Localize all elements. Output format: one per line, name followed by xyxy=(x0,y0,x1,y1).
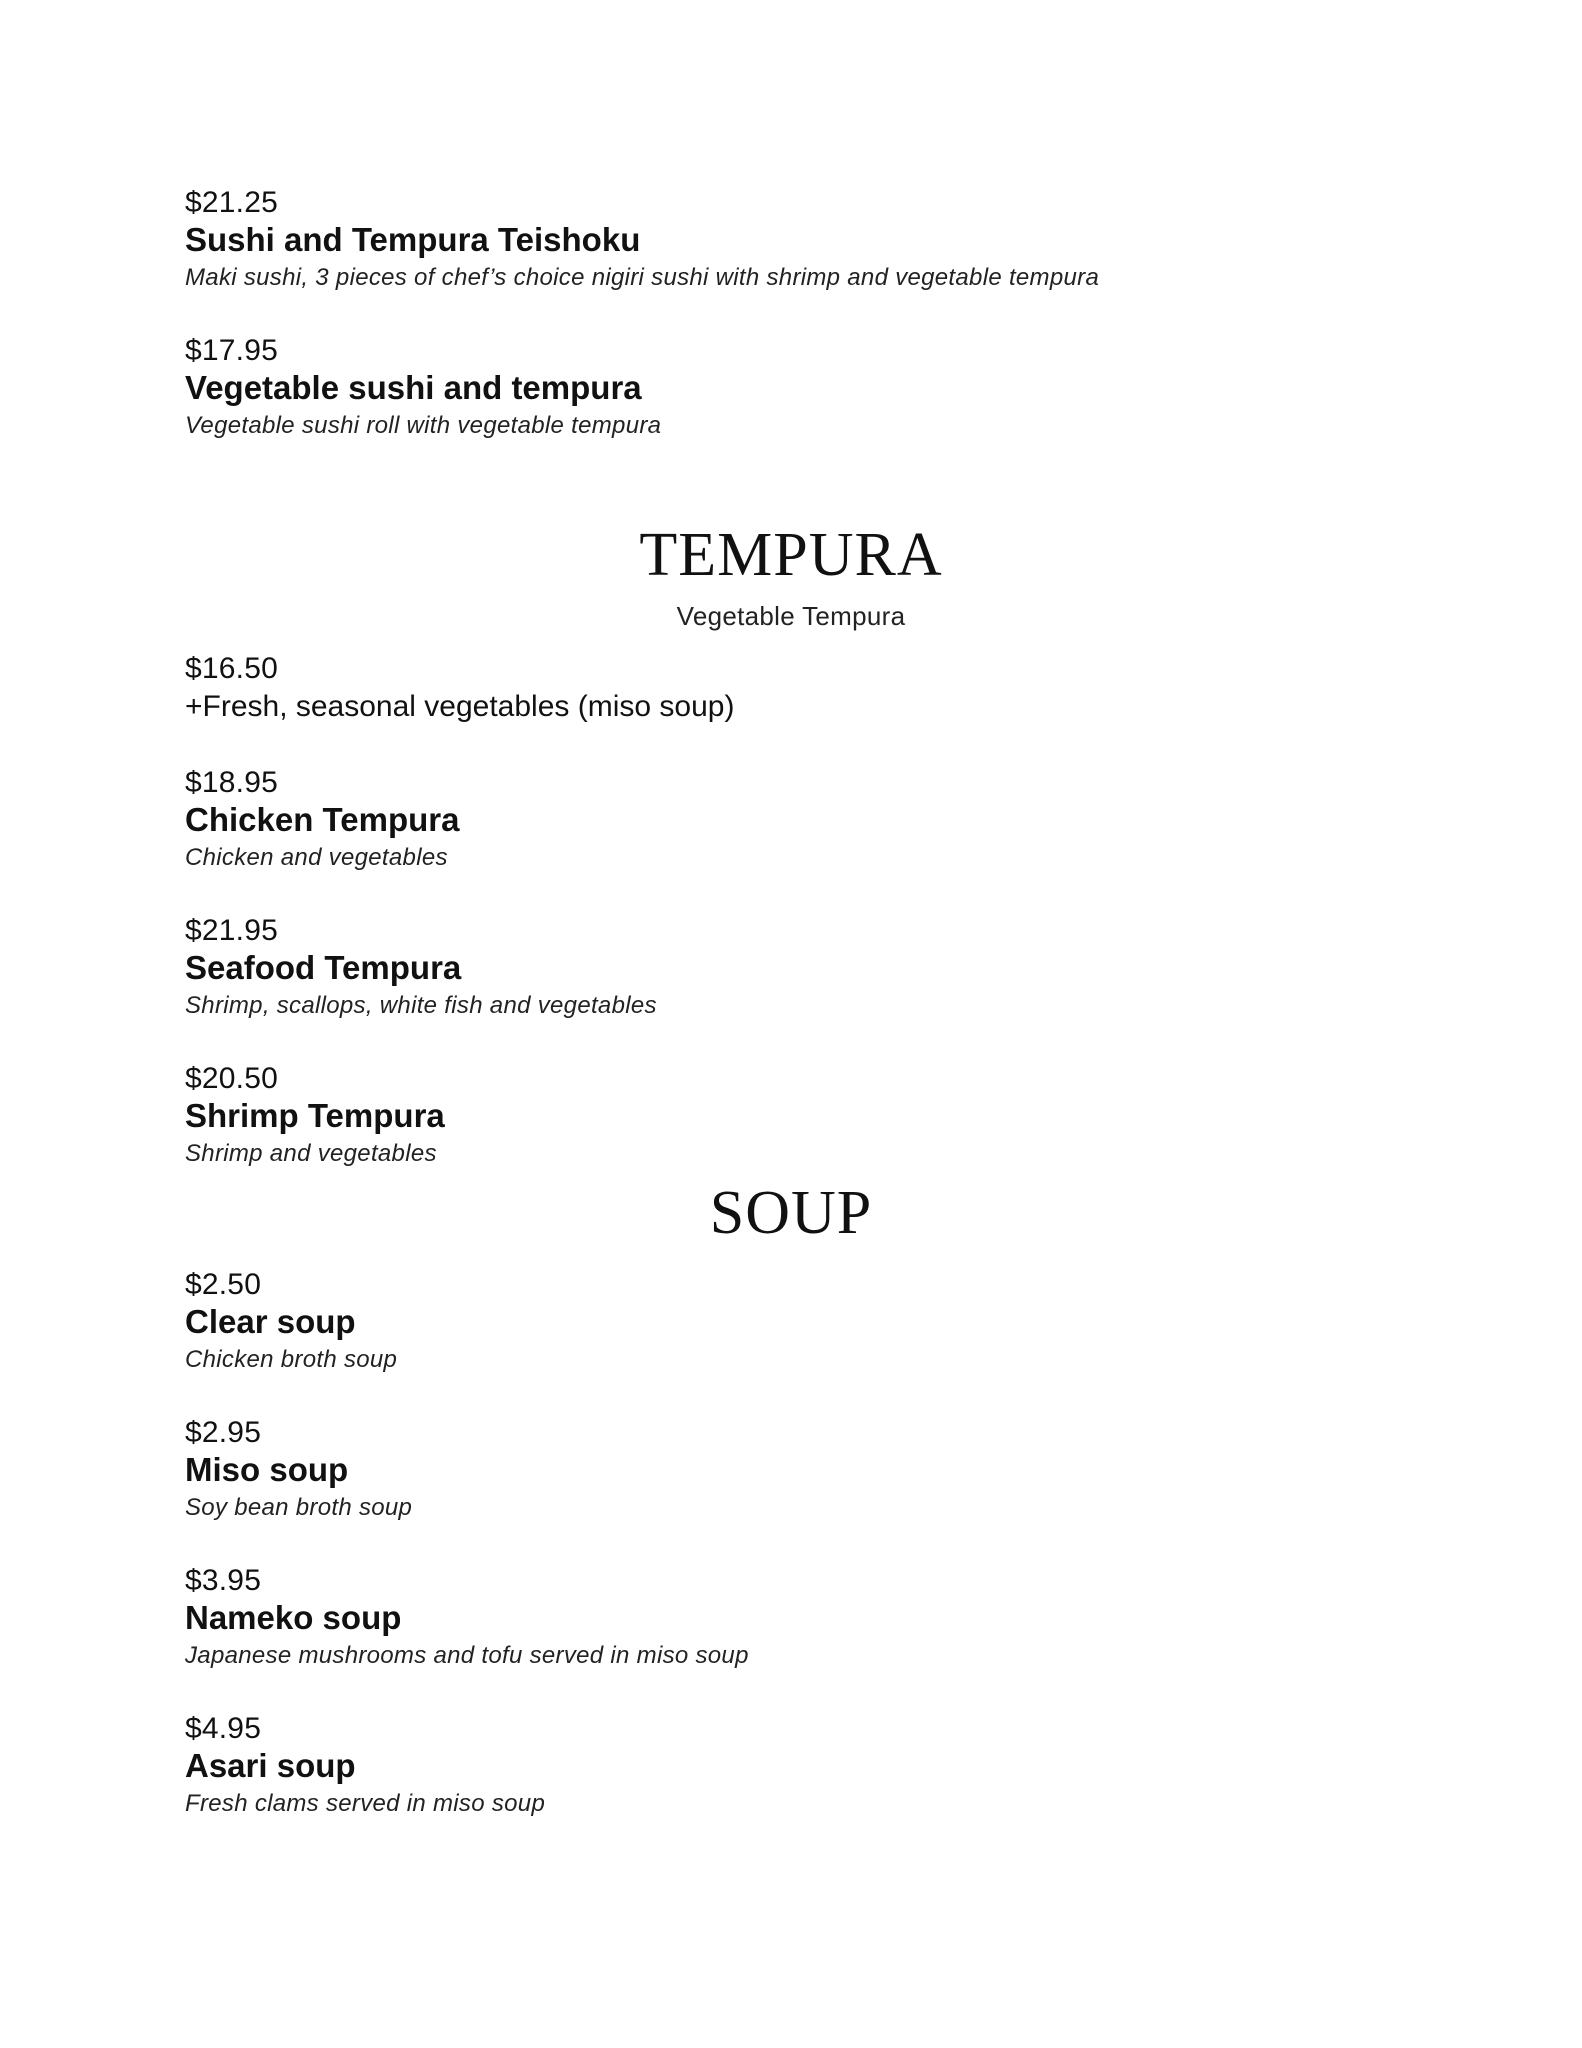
menu-item-vegetable-tempura xyxy=(185,652,1435,728)
item-description: Shrimp and vegetables xyxy=(185,1140,437,1167)
item-name: Sushi and Tempura Teishoku xyxy=(185,221,641,258)
item-price: $16.50 xyxy=(185,652,278,685)
item-text: +Fresh, seasonal vegetables (miso soup) xyxy=(185,690,735,723)
item-description: Soy bean broth soup xyxy=(185,1494,413,1521)
item-price: $2.50 xyxy=(185,1268,262,1301)
item-price: $3.95 xyxy=(185,1564,262,1597)
item-price: $21.25 xyxy=(185,186,278,219)
item-name: Clear soup xyxy=(185,1303,356,1340)
menu-item-clear-soup xyxy=(185,1268,1435,1378)
menu-item-miso-soup xyxy=(185,1416,1435,1526)
item-price: $21.95 xyxy=(185,914,278,947)
menu-item-seafood-tempura xyxy=(185,914,1435,1024)
item-name: Seafood Tempura xyxy=(185,949,462,986)
item-name: Vegetable sushi and tempura xyxy=(185,369,642,406)
item-description: Fresh clams served in miso soup xyxy=(185,1790,546,1817)
item-name: Nameko soup xyxy=(185,1599,402,1636)
menu-item-asari-soup xyxy=(185,1712,1435,1822)
item-description: Vegetable sushi roll with vegetable tempura xyxy=(185,412,662,439)
item-price: $2.95 xyxy=(185,1416,262,1449)
item-price: $4.95 xyxy=(185,1712,262,1745)
section-subheading: Vegetable Tempura xyxy=(676,601,906,631)
item-description: Japanese mushrooms and tofu served in miso soup xyxy=(185,1642,749,1669)
item-description: Shrimp, scallops, white fish and vegetables xyxy=(185,992,657,1019)
item-description: Maki sushi, 3 pieces of chef’s choice nigiri sushi with shrimp and vegetable tempura xyxy=(185,264,1100,291)
menu-item-vegetable-sushi-tempura xyxy=(185,334,1435,444)
item-name: Chicken Tempura xyxy=(185,801,460,838)
item-description: Chicken broth soup xyxy=(185,1346,398,1373)
section-heading-tempura: TEMPURA xyxy=(639,521,943,589)
menu-item-shrimp-tempura xyxy=(185,1062,1435,1172)
item-price: $20.50 xyxy=(185,1062,278,1095)
menu-item-chicken-tempura xyxy=(185,766,1435,876)
section-heading-soup: SOUP xyxy=(709,1179,873,1247)
menu-item-sushi-tempura-teishoku xyxy=(185,186,1435,296)
item-price: $17.95 xyxy=(185,334,278,367)
item-name: Miso soup xyxy=(185,1451,349,1488)
item-name: Asari soup xyxy=(185,1747,356,1784)
item-description: Chicken and vegetables xyxy=(185,844,448,871)
item-price: $18.95 xyxy=(185,766,278,799)
menu-item-nameko-soup xyxy=(185,1564,1435,1674)
item-name: Shrimp Tempura xyxy=(185,1097,445,1134)
